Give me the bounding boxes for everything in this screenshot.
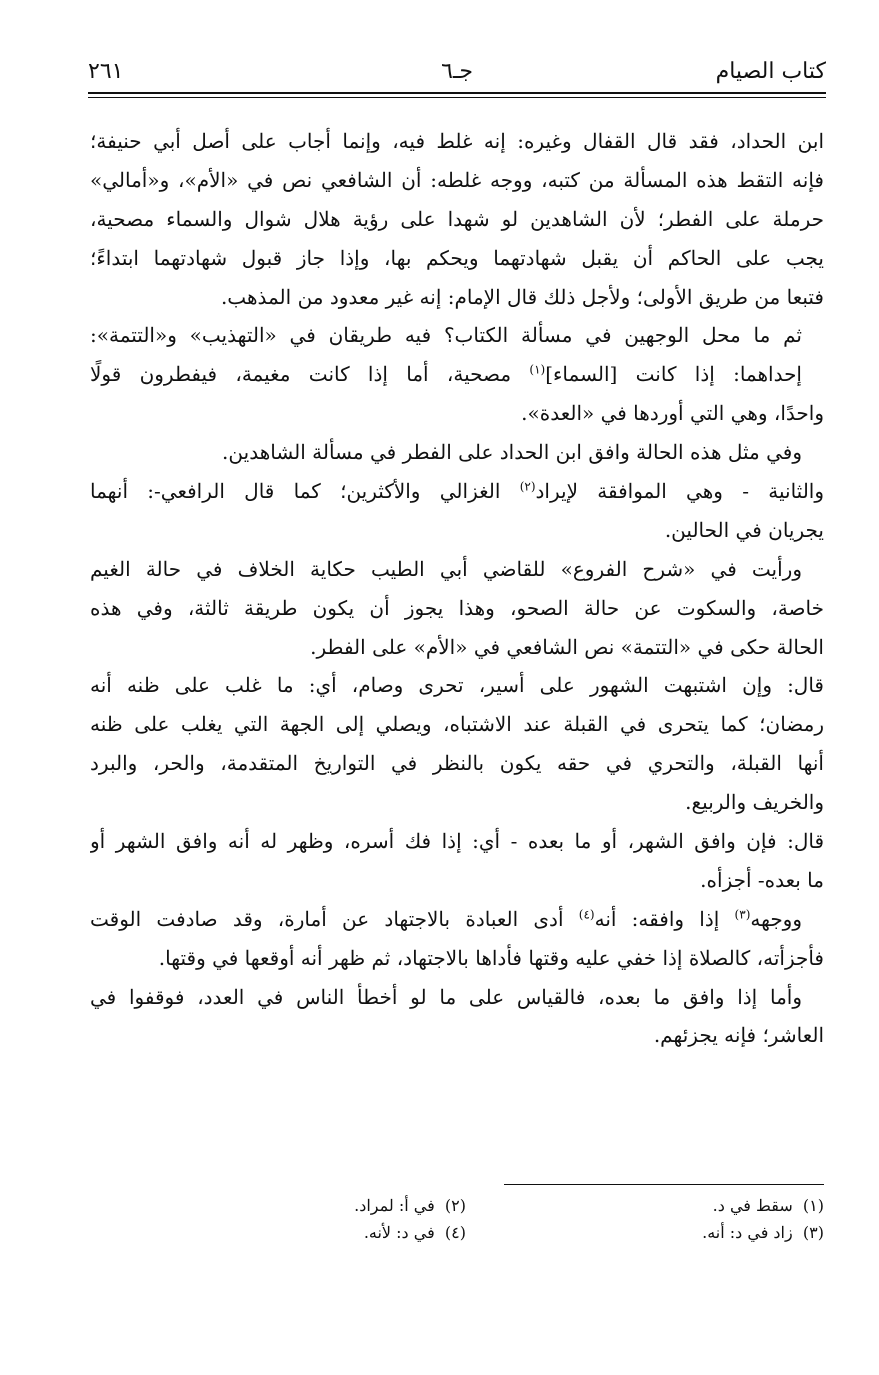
text-line: فأجزأته، كالصلاة إذا خفي عليه وقتها فأداها بالاجتهاد، ثم ظهر أنه أوقعها في وقتها. [158, 945, 824, 970]
footnotes [90, 1192, 824, 1246]
page-number: ٢٦١ [88, 59, 124, 84]
footnote-ref: (٢) [519, 479, 536, 494]
text-line: واحدًا، وهي التي أوردها في «العدة». [521, 401, 824, 426]
text-line: العاشر؛ فإنه يجزئهم. [653, 1023, 824, 1048]
book-title: كتاب الصيام [715, 59, 826, 84]
text-line: قال: وإن اشتبهت الشهور على أسير، تحرى وصام، أي: ما غلب على ظنه أنه [90, 673, 824, 698]
footnote-ref: (٤) [578, 907, 595, 922]
text-line: ثم ما محل الوجهين في مسألة الكتاب؟ فيه طريقان في «التهذيب» و«التتمة»: [90, 323, 803, 348]
text-line: والخريف والربيع. [685, 790, 824, 815]
text-line: يجريان في الحالين. [664, 517, 824, 542]
text-line: فإنه التقط هذه المسألة من كتبه، ووجه غلطه: أن الشافعي نص في «الأم»، و«أمالي» [90, 167, 824, 192]
footnote-ref: (٣) [734, 907, 751, 922]
footnote-item: (١) سقط في د. [712, 1196, 824, 1215]
footnote-item: (٣) زاد في د: أنه. [702, 1223, 824, 1242]
volume-label: جـ٦ [441, 59, 473, 84]
footnote-ref: (١) [529, 362, 546, 377]
footnote-row [90, 1219, 824, 1246]
text-line: ووجهه$^{(٣)}$ إذا وافقه: أنه$^{(٤)}$ أدى العبادة بالاجتهاد عن أمارة، وقد صادفت الوقت [90, 906, 802, 931]
text-line: فتبعا من طريق الأولى؛ ولأجل ذلك قال الإمام: إنه غير معدود من المذهب. [220, 284, 824, 309]
text-line: قال: فإن وافق الشهر، أو ما بعده - أي: إذا فك أسره، وظهر له أنه وافق الشهر أو [90, 829, 824, 854]
text-line: إحداهما: إذا كانت [السماء]$^{(١)}$ مصحية، أما إذا كانت مغيمة، فيفطرون قولًا [90, 362, 802, 387]
text-line: الحالة حكى في «التتمة» نص الشافعي في «الأم» على الفطر. [310, 634, 824, 659]
text-line: حرملة على الفطر؛ لأن الشاهدين لو شهدا على رؤية هلال شوال والسماء مصحية، [90, 206, 824, 231]
footnote-item: (٤) في د: لأنه. [363, 1223, 466, 1242]
footnote-separator [504, 1184, 824, 1185]
text-line: رمضان؛ كما يتحرى في القبلة عند الاشتباه، ويصلي إلى الجهة التي يغلب على ظنه [90, 712, 824, 737]
main-text [90, 122, 824, 1055]
header-rule-thin [88, 97, 826, 98]
text-line: ورأيت في «شرح الفروع» للقاضي أبي الطيب حكاية الخلاف في حالة الغيم [90, 556, 802, 581]
text-line: أنها القبلة، والتحري في حقه يكون بالنظر في التواريخ المتقدمة، والحر، والبرد [90, 751, 824, 776]
footnote-item: (٢) في أ: لمراد. [354, 1196, 466, 1215]
footnote-row [90, 1192, 824, 1219]
text-line: ابن الحداد، فقد قال القفال وغيره: إنه غلط فيه، وإنما أجاب على أصل أبي حنيفة؛ [90, 129, 824, 153]
text-line: وأما إذا وافق ما بعده، فالقياس على ما لو أخطأ الناس في العدد، فوقفوا في [90, 984, 802, 1009]
header-rule-thick [88, 92, 826, 94]
page-header [88, 52, 826, 92]
text-line: خاصة، والسكوت عن حالة الصحو، وهذا يجوز أن يكون طريقة ثالثة، وفي هذه [90, 595, 824, 620]
text-line: ما بعده- أجزأه. [700, 867, 824, 892]
text-line: والثانية - وهي الموافقة لإيراد$^{(٢)}$ الغزالي والأكثرين؛ كما قال الرافعي-: أنهما [90, 479, 824, 504]
text-line: وفي مثل هذه الحالة وافق ابن الحداد على الفطر في مسألة الشاهدين. [222, 440, 802, 465]
text-line: يجب على الحاكم أن يقبل شهادتهما ويحكم بها، وإذا جاز قبول شهادتهما ابتداءً؛ [90, 245, 824, 270]
